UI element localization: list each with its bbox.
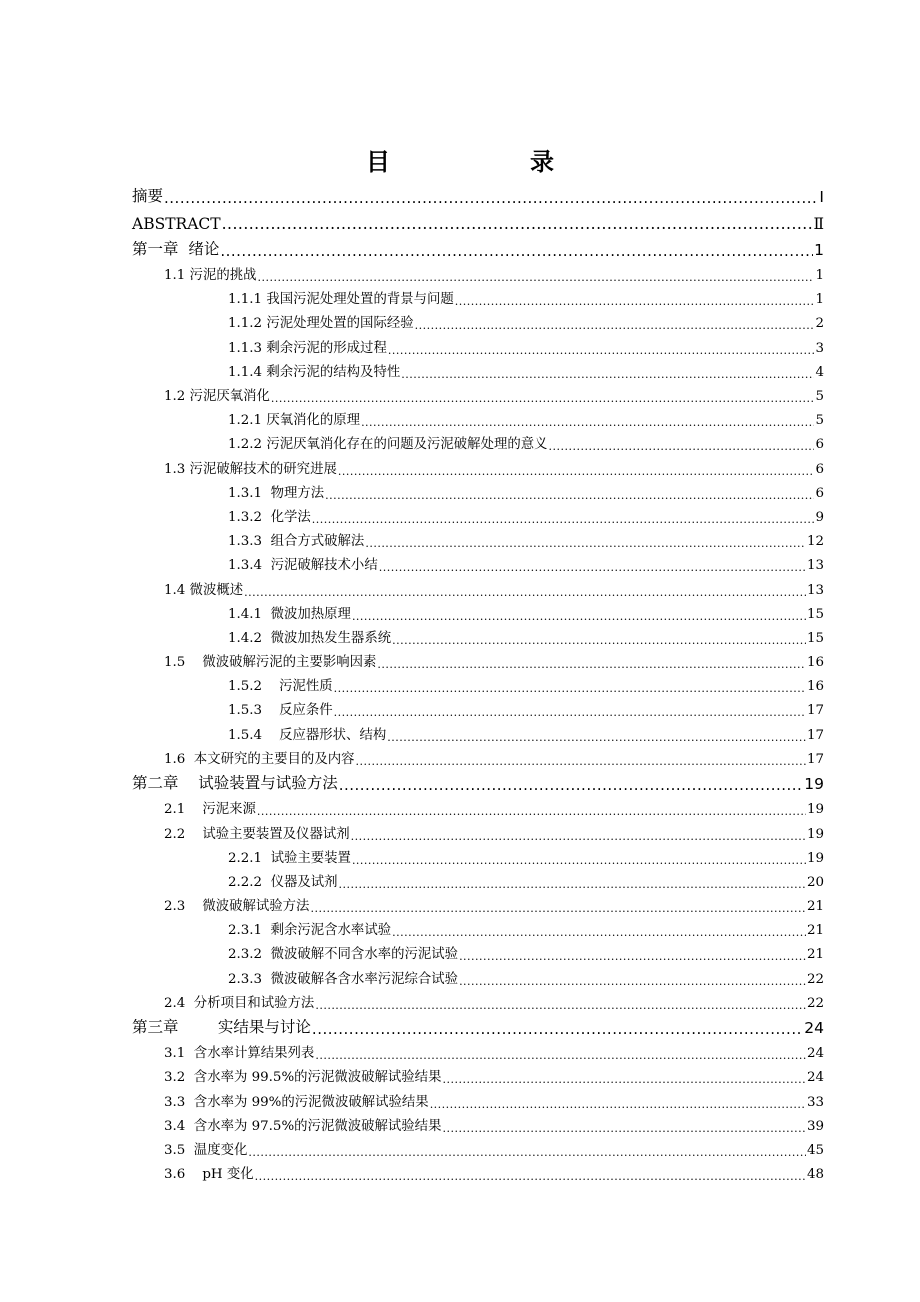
toc-entry-label: 2.3.1 剩余污泥含水率试验 xyxy=(228,923,392,939)
toc-entry-label: 第三章 实结果与讨论 xyxy=(132,1018,311,1037)
toc-entry-label: 1.2 污泥厌氧消化 xyxy=(164,389,270,405)
toc-entry-page-number: 45 xyxy=(806,1143,824,1159)
toc-entry-label: 1.3.3 组合方式破解法 xyxy=(228,534,365,550)
toc-entry-label: 1.2.1 厌氧消化的原理 xyxy=(228,413,361,429)
toc-entry-label: 1.1.2 污泥处理处置的国际经验 xyxy=(228,316,414,332)
toc-entry-label: 3.6 pH 变化 xyxy=(164,1167,254,1183)
toc-entry[interactable] xyxy=(132,866,824,890)
toc-entry-label: 2.2.1 试验主要装置 xyxy=(228,850,351,866)
dot-leader xyxy=(338,466,815,477)
dot-leader xyxy=(339,778,804,793)
dot-leader xyxy=(248,1147,806,1158)
toc-entry[interactable] xyxy=(132,477,824,501)
dot-leader xyxy=(392,927,806,938)
toc-entry-label: 第二章 试验装置与试验方法 xyxy=(132,774,338,793)
toc-entry[interactable] xyxy=(132,767,824,793)
toc-entry[interactable] xyxy=(132,404,824,428)
dot-leader xyxy=(334,707,806,718)
toc-entry[interactable] xyxy=(132,622,824,646)
toc-entry-page-number: 9 xyxy=(815,509,824,525)
toc-entry[interactable] xyxy=(132,962,824,986)
dot-leader xyxy=(459,951,806,962)
toc-entry[interactable] xyxy=(132,1134,824,1158)
toc-entry-page-number: 17 xyxy=(806,751,824,767)
toc-entry[interactable] xyxy=(132,938,824,962)
dot-leader xyxy=(442,1123,805,1134)
dot-leader xyxy=(387,732,806,743)
toc-entry-page-number: 19 xyxy=(806,850,824,866)
toc-entry[interactable] xyxy=(132,817,824,841)
dot-leader xyxy=(415,320,815,331)
toc-entry-page-number: 21 xyxy=(806,923,824,939)
dot-leader xyxy=(258,272,815,283)
toc-entry-label: 摘要 xyxy=(132,187,164,206)
toc-entry-page-number: 3 xyxy=(815,340,824,356)
dot-leader xyxy=(164,191,818,206)
dot-leader xyxy=(379,562,806,573)
toc-entry-label: 1.1 污泥的挑战 xyxy=(164,268,257,284)
toc-entry-label: 2.2.2 仪器及试剂 xyxy=(228,874,338,890)
toc-entry-label: 3.3 含水率为 99%的污泥微波破解试验结果 xyxy=(164,1094,429,1110)
toc-entry-page-number: 16 xyxy=(806,679,824,695)
toc-entry[interactable] xyxy=(132,428,824,452)
toc-entry-label: 1.5.2 污泥性质 xyxy=(228,679,333,695)
toc-entry-label: 1.3.1 物理方法 xyxy=(228,485,325,501)
dot-leader xyxy=(339,879,806,890)
toc-entry-page-number: 6 xyxy=(815,485,824,501)
toc-entry-label: 2.2 试验主要装置及仪器试剂 xyxy=(164,826,350,842)
toc-entry-page-number: 24 xyxy=(806,1046,824,1062)
toc-entry-page-number: 21 xyxy=(806,899,824,915)
toc-entry-page-number: 12 xyxy=(806,534,824,550)
toc-entry-label: ABSTRACT xyxy=(132,214,221,233)
toc-entry-page-number: 2 xyxy=(815,316,824,332)
dot-leader xyxy=(356,756,806,767)
toc-entry[interactable] xyxy=(132,380,824,404)
toc-entry-label: 1.4.1 微波加热原理 xyxy=(228,606,351,622)
toc-entry-label: 1.4.2 微波加热发生器系统 xyxy=(228,630,392,646)
dot-leader xyxy=(377,659,806,670)
toc-entry[interactable] xyxy=(132,743,824,767)
dot-leader xyxy=(352,855,806,866)
toc-entry[interactable] xyxy=(132,1085,824,1109)
toc-entry-label: 1.5 微波破解污泥的主要影响因素 xyxy=(164,655,377,671)
toc-entry[interactable] xyxy=(132,307,824,331)
toc-entry[interactable] xyxy=(132,670,824,694)
toc-entry-page-number: 16 xyxy=(806,655,824,671)
dot-leader xyxy=(549,441,815,452)
dot-leader xyxy=(430,1099,806,1110)
toc-entry-label: 1.3.2 化学法 xyxy=(228,509,311,525)
dot-leader xyxy=(361,417,814,428)
toc-entry-page-number: 20 xyxy=(806,874,824,890)
toc-entry-label: 2.4 分析项目和试验方法 xyxy=(164,995,315,1011)
toc-entry-page-number: 39 xyxy=(806,1118,824,1134)
toc-entry-page-number: 22 xyxy=(806,995,824,1011)
toc-entry-page-number: 5 xyxy=(815,413,824,429)
toc-entry[interactable] xyxy=(132,694,824,718)
toc-entry-page-number: 1 xyxy=(815,268,824,284)
dot-leader xyxy=(352,611,806,622)
dot-leader xyxy=(315,1050,806,1061)
toc-entry[interactable] xyxy=(132,1110,824,1134)
toc-entry[interactable] xyxy=(132,1011,824,1037)
toc-entry-page-number: 19 xyxy=(806,826,824,842)
toc-entry-page-number: 17 xyxy=(806,727,824,743)
toc-entry-label: 3.2 含水率为 99.5%的污泥微波破解试验结果 xyxy=(164,1070,442,1086)
toc-entry[interactable] xyxy=(132,718,824,742)
toc-entry[interactable] xyxy=(132,1037,824,1061)
dot-leader xyxy=(315,1000,806,1011)
dot-leader xyxy=(271,393,815,404)
toc-entry-label: 2.3.3 微波破解各含水率污泥综合试验 xyxy=(228,971,459,987)
dot-leader xyxy=(222,217,813,233)
toc-entry-page-number: 5 xyxy=(815,389,824,405)
toc-entry-page-number: 6 xyxy=(815,437,824,453)
toc-entry-label: 1.2.2 污泥厌氧消化存在的问题及污泥破解处理的意义 xyxy=(228,437,548,453)
dot-leader xyxy=(310,903,806,914)
toc-entry[interactable] xyxy=(132,890,824,914)
dot-leader xyxy=(442,1074,805,1085)
toc-entry-page-number: 33 xyxy=(806,1094,824,1110)
toc-entry-page-number: 21 xyxy=(806,947,824,963)
toc-entry-label: 2.1 污泥来源 xyxy=(164,802,256,818)
toc-entry[interactable] xyxy=(132,987,824,1011)
toc-entry-page-number: 24 xyxy=(804,1019,824,1038)
toc-entry[interactable] xyxy=(132,356,824,380)
toc-entry-label: 2.3 微波破解试验方法 xyxy=(164,899,310,915)
toc-entry-page-number: 19 xyxy=(806,802,824,818)
toc-entry[interactable] xyxy=(132,573,824,597)
toc-entry-page-number: 13 xyxy=(806,582,824,598)
toc-entry-label: 1.1.1 我国污泥处理处置的背景与问题 xyxy=(228,292,454,308)
toc-entry-page-number: 48 xyxy=(806,1167,824,1183)
toc-entry-page-number: 24 xyxy=(806,1070,824,1086)
toc-entry[interactable] xyxy=(132,1158,824,1182)
toc-entry-page-number: 19 xyxy=(804,775,824,794)
toc-entry[interactable] xyxy=(132,646,824,670)
toc-entry[interactable] xyxy=(132,598,824,622)
toc-entry[interactable] xyxy=(132,206,824,232)
dot-leader xyxy=(312,1022,803,1037)
toc-entry-label: 1.1.3 剩余污泥的形成过程 xyxy=(228,340,387,356)
toc-entry-label: 3.5 温度变化 xyxy=(164,1143,248,1159)
toc-entry[interactable] xyxy=(132,793,824,817)
toc-entry-page-number: Ⅱ xyxy=(813,214,824,233)
toc-entry-page-number: 17 xyxy=(806,703,824,719)
dot-leader xyxy=(455,296,815,307)
toc-entry-label: 1.3.4 污泥破解技术小结 xyxy=(228,558,378,574)
dot-leader xyxy=(312,514,815,525)
toc-entry[interactable] xyxy=(132,180,824,206)
dot-leader xyxy=(392,635,806,646)
toc-entry[interactable] xyxy=(132,501,824,525)
dot-leader xyxy=(257,806,806,817)
toc-entry-label: 1.4 微波概述 xyxy=(164,582,244,598)
dot-leader xyxy=(365,538,806,549)
toc-entry-label: 1.3 污泥破解技术的研究进展 xyxy=(164,461,337,477)
toc-entry[interactable] xyxy=(132,1061,824,1085)
toc-entry[interactable] xyxy=(132,233,824,259)
dot-leader xyxy=(220,244,813,259)
table-of-contents xyxy=(132,180,824,1182)
toc-entry-page-number: 1 xyxy=(814,240,824,259)
dot-leader xyxy=(351,831,806,842)
toc-entry[interactable] xyxy=(132,259,824,283)
toc-entry-label: 1.1.4 剩余污泥的结构及特性 xyxy=(228,364,401,380)
toc-entry-label: 1.6 本文研究的主要目的及内容 xyxy=(164,751,355,767)
toc-entry-label: 3.1 含水率计算结果列表 xyxy=(164,1046,315,1062)
toc-entry-page-number: 4 xyxy=(815,364,824,380)
toc-entry-page-number: 22 xyxy=(806,971,824,987)
toc-title: 目 录 xyxy=(366,148,612,176)
toc-entry[interactable] xyxy=(132,452,824,476)
toc-entry[interactable] xyxy=(132,842,824,866)
dot-leader xyxy=(255,1171,806,1182)
toc-entry-label: 2.3.2 微波破解不同含水率的污泥试验 xyxy=(228,947,459,963)
toc-entry-page-number: 6 xyxy=(815,461,824,477)
toc-entry-page-number: 13 xyxy=(806,558,824,574)
dot-leader xyxy=(325,490,814,501)
dot-leader xyxy=(388,345,815,356)
toc-entry[interactable] xyxy=(132,525,824,549)
toc-entry-page-number: 15 xyxy=(806,630,824,646)
toc-entry-label: 1.5.3 反应条件 xyxy=(228,703,333,719)
dot-leader xyxy=(459,976,806,987)
dot-leader xyxy=(334,683,806,694)
toc-entry-label: 第一章 绪论 xyxy=(132,239,220,258)
toc-entry[interactable] xyxy=(132,283,824,307)
toc-entry-page-number: 1 xyxy=(815,292,824,308)
toc-entry[interactable] xyxy=(132,914,824,938)
toc-entry-page-number: Ⅰ xyxy=(819,188,824,207)
toc-entry[interactable] xyxy=(132,331,824,355)
dot-leader xyxy=(244,587,806,598)
toc-entry-label: 1.5.4 反应器形状、结构 xyxy=(228,727,387,743)
toc-entry-page-number: 15 xyxy=(806,606,824,622)
dot-leader xyxy=(401,369,814,380)
toc-entry[interactable] xyxy=(132,549,824,573)
toc-entry-label: 3.4 含水率为 97.5%的污泥微波破解试验结果 xyxy=(164,1118,442,1134)
